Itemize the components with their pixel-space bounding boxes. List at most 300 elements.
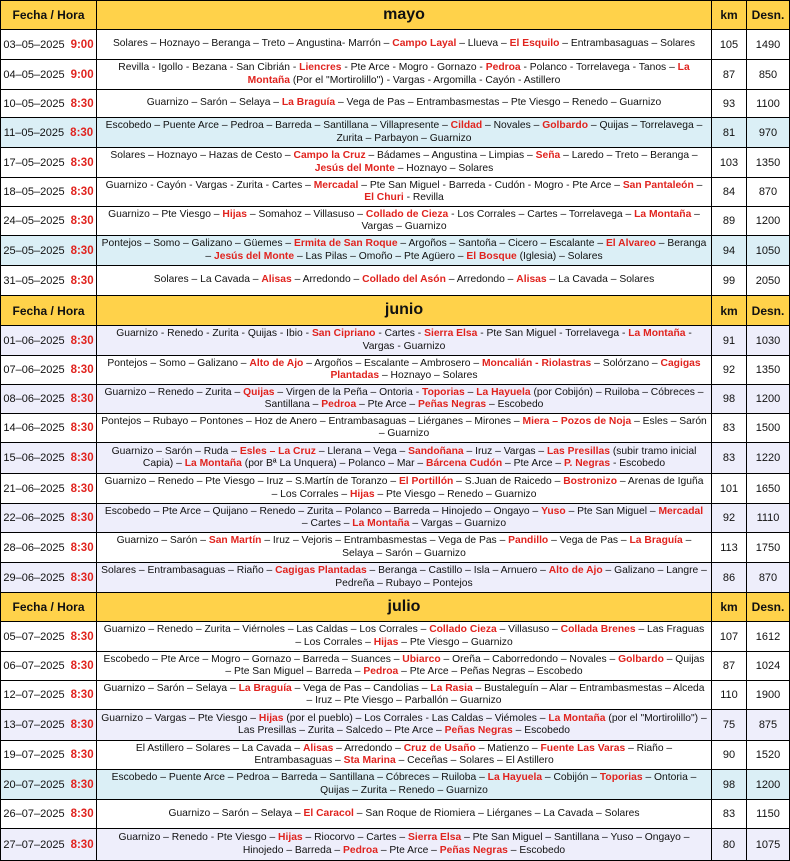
route-row [0,30,790,60]
route-text [101,180,707,205]
route-date: 22–06–2025 [3,512,65,524]
month-title: junio [97,295,712,326]
route-text [113,38,695,51]
route-description [97,118,712,148]
route-description [97,622,712,652]
route-date: 13–07–2025 [3,719,65,731]
route-time: 8:30 [70,719,94,731]
route-climb: Cagigas Plantadas [330,357,701,381]
route-date: 04–05–2025 [3,68,65,81]
route-segment: Guarnizo – Renedo - Pte Viesgo – [118,832,279,843]
route-date: 17–05–2025 [3,156,65,169]
route-time: 8:30 [70,156,94,169]
route-climb: Collada Brenes [560,624,636,635]
route-segment: – Vega de Pas – [548,535,630,546]
route-date-cell [0,533,97,563]
route-climb: Collado Cieza [429,624,497,635]
route-date: 01–06–2025 [3,334,65,347]
route-row [0,385,790,414]
route-segment: (por Bª La Unquera) – Polanco – Mar – [241,458,427,469]
route-description [97,30,712,60]
route-climb: Jesús del Monte [213,250,295,262]
route-date: 11–05–2025 [3,126,65,139]
route-segment: Guarnizo – Sarón – Selaya – [168,807,304,819]
route-climb: La Montaña [352,518,410,529]
route-segment: Guarnizo – Sarón – [116,535,209,546]
route-segment: – Escobedo [512,725,570,736]
route-row [0,681,790,710]
route-km: 89 [712,207,747,236]
route-desnivel: 1050 [747,236,790,266]
route-segment: – Pte Arce – [377,844,440,856]
route-row [0,178,790,207]
route-climb: El Caracol [303,807,354,819]
route-segment: – Pte San Miguel – [565,505,659,517]
route-description [97,504,712,533]
route-climb: La Montaña [247,62,690,86]
route-text [101,683,707,708]
route-segment: – Pte San Miguel – Santillana – Yuso – Ongayo – Hinojedo – Barreda – [242,832,690,856]
route-segment: – Galizano – Langre – Pedreña – Rubayo – Pontejos [335,565,707,589]
route-climb: Cildad [450,120,483,131]
route-climb: Toporias [599,772,643,783]
route-row [0,236,790,266]
route-text [101,713,707,738]
route-desnivel: 970 [747,118,790,148]
route-climb: Collado del Asón [362,274,446,286]
route-date: 10–05–2025 [3,97,65,110]
route-segment: – Iruz – Vargas – [463,445,548,457]
route-climb: Golbardo [542,120,589,131]
route-date-cell [0,741,97,770]
route-description [97,148,712,178]
route-time: 8:30 [70,571,94,584]
route-segment: – Argoños – Santoña – Cicero – Escalante – [397,238,606,249]
route-date-cell [0,652,97,681]
route-segment: - Vargas - Guarnizo [362,328,692,352]
route-text [101,120,707,145]
month-header-row [0,295,790,326]
route-description [97,800,712,829]
route-time: 8:30 [70,422,94,434]
route-date-cell [0,236,97,266]
route-segment: – Hoznayo – Solares [379,370,478,381]
route-row [0,443,790,474]
route-climb: Miera – Pozos de Noja [522,415,632,427]
route-climb: Bostronizo [563,476,617,487]
route-segment: Escobedo – Puente Arce – Pedroa – Barreda – Santillana – Cóbreces – Ruiloba – [111,772,488,783]
route-segment: Guarnizo – Renedo – Pte Viesgo – Iruz – S.Martín de Toranzo – [104,476,399,487]
route-time: 8:30 [70,334,94,347]
route-time: 8:30 [70,244,94,257]
route-climb: Peñas Negras [444,725,513,736]
route-time: 8:30 [70,482,94,495]
route-date-cell [0,681,97,710]
route-climb: El Esquilo [509,38,560,50]
route-km: 84 [712,178,747,207]
route-segment: – Somahoz – Villasuso – [247,208,366,220]
route-time: 8:30 [70,630,94,643]
route-km: 98 [712,385,747,414]
route-text [101,624,707,649]
route-date-cell [0,60,97,90]
route-time: 8:30 [70,512,94,524]
route-text [101,654,707,679]
route-km: 103 [712,148,747,178]
route-climb: Golbardo [618,653,664,665]
route-segment: Guarnizo – Vargas – Pte Viesgo – [101,712,259,724]
route-km: 110 [712,681,747,710]
header-km: km [712,295,747,326]
route-segment: – Argoños – Escalante – Ambrosero – [303,357,482,369]
route-km: 91 [712,326,747,356]
route-climb: San Pantaleón [622,179,694,191]
route-km: 92 [712,504,747,533]
route-climb: La Braguía [629,535,683,546]
route-desnivel: 1075 [747,829,790,861]
route-date: 24–05–2025 [3,215,65,227]
route-segment: – Las Fraguas – Los Corrales – [295,624,705,648]
route-segment: (Iglesia) – Solares [516,250,603,262]
route-segment: – Cobijón – [542,772,600,783]
route-desnivel: 870 [747,178,790,207]
route-segment: Guarnizo – Renedo – Zurita – [104,386,244,398]
route-segment: (por el pueblo) – Los Corrales - Las Caldas – Viémoles – [283,712,549,724]
route-desnivel: 1024 [747,652,790,681]
route-segment: - Pte San Miguel - Torrelavega - [477,328,629,339]
route-climb: Sierra Elsa [407,832,462,843]
route-desnivel: 1750 [747,533,790,563]
route-segment: Solares – La Cavada – [153,274,262,286]
route-date-cell [0,443,97,474]
route-km: 94 [712,236,747,266]
route-climb: Alisas [516,274,547,286]
route-segment: – Vega de Pas – Entrambasmestas – Pte Viesgo – Renedo – Guarnizo [335,97,662,109]
route-date-cell [0,504,97,533]
route-date: 05–07–2025 [3,630,65,643]
route-segment: – [464,386,477,398]
route-climb: La Montaña [634,208,692,220]
route-segment: – Ontoria – Quijas – Zurita – Renedo – Guarnizo [320,772,697,796]
route-text [101,565,707,590]
route-km: 107 [712,622,747,652]
route-climb: Sierra Elsa [424,328,478,339]
route-climb: La Hayuela [476,386,531,398]
route-segment: – San Roque de Riomiera – Liérganes – La Cavada – Solares [353,807,640,819]
route-segment: – [693,179,703,191]
route-text [101,772,707,797]
route-segment: - Los Corrales – Cartes – Torrelavega – [448,208,635,220]
route-climb: El Bosque [466,250,517,262]
route-segment: – Iruz – Vejoris – Entrambasmestas – Vega de Pas – [261,535,509,546]
route-segment: – Arredondo – [445,274,517,286]
route-date-cell [0,474,97,504]
route-km: 86 [712,563,747,593]
route-description [97,710,712,741]
route-date-cell [0,148,97,178]
route-climb: Alto de Ajo [548,565,603,576]
route-row [0,60,790,90]
route-description [97,829,712,861]
route-date: 28–06–2025 [3,541,65,554]
route-segment: – Oreña – Caborredondo – Novales – [440,653,619,665]
route-segment: Guarnizo – Pte Viesgo – [108,208,223,220]
route-segment: Escobedo – Puente Arce – Pedroa – Barreda – Santillana – Villapresente – [105,120,451,131]
route-date: 27–07–2025 [3,838,65,851]
route-description [97,474,712,504]
route-climb: Sta Marina [343,755,396,766]
header-km: km [712,592,747,622]
route-climb: Hijas [222,208,248,220]
route-date: 18–05–2025 [3,186,65,198]
header-desnivel: Desn. [747,592,790,622]
route-desnivel: 1200 [747,770,790,800]
route-climb: Pedroa [321,399,357,410]
route-climb: Ermita de San Roque [294,238,398,249]
route-climb: Hijas [258,712,284,724]
route-description [97,60,712,90]
route-date: 15–06–2025 [3,452,65,464]
route-km: 105 [712,30,747,60]
route-segment: Guarnizo - Renedo - Zurita - Quijas - Ibio - [116,328,312,339]
header-km: km [712,0,747,30]
route-desnivel: 1612 [747,622,790,652]
route-km: 83 [712,443,747,474]
route-segment: - Pte Arce - Mogro - Gornazo - [341,62,486,73]
route-km: 98 [712,770,747,800]
route-km: 87 [712,60,747,90]
route-text [101,358,707,383]
route-climb: Jesús del Monte [314,162,395,174]
route-km: 92 [712,356,747,385]
route-segment: – Beranga – [205,238,707,262]
route-time: 8:30 [70,97,94,110]
route-row [0,207,790,236]
route-text [101,535,707,560]
route-climb: La Montaña [628,328,686,339]
route-climb: Seña [535,150,561,161]
route-date-cell [0,770,97,800]
header-date-time: Fecha / Hora [0,592,97,622]
route-row [0,148,790,178]
route-time: 8:30 [70,186,94,198]
route-segment: – Matienzo – [475,742,541,754]
route-climb: Alisas [261,274,292,286]
route-row [0,563,790,593]
route-text [101,832,707,857]
route-desnivel: 850 [747,60,790,90]
route-climb: Alisas [302,742,334,754]
route-desnivel: 875 [747,710,790,741]
route-segment: Guarnizo – Sarón – Ruda – [111,445,240,457]
route-climb: Mercadal [313,179,359,191]
route-description [97,563,712,593]
route-row [0,474,790,504]
route-date-cell [0,178,97,207]
route-climb: El Alvareo [605,238,656,249]
route-segment: – Arenas de Iguña – Los Corrales – [271,476,704,500]
route-climb: Yuso [541,505,566,517]
route-segment: – Riocorvo – Cartes – [302,832,408,843]
route-date-cell [0,800,97,829]
route-text [168,808,639,821]
route-desnivel: 1350 [747,148,790,178]
route-text [101,476,707,501]
route-climb: Mercadal [658,505,704,517]
route-date: 06–07–2025 [3,660,65,672]
route-desnivel: 1110 [747,504,790,533]
route-row [0,118,790,148]
route-km: 83 [712,800,747,829]
route-segment: El Astillero – Solares – La Cavada – [135,742,303,754]
route-row [0,770,790,800]
route-time: 8:30 [70,689,94,701]
route-segment: Solares – Entrambasaguas – Riaño – [101,565,276,576]
month-title: julio [97,592,712,622]
route-segment: (Por el "Mortirolillo") - Vargas - Argomilla - Cayón - Astillero [290,74,561,86]
route-description [97,266,712,296]
route-segment: – Llueva – [456,38,510,50]
header-date-time: Fecha / Hora [0,295,97,326]
route-segment: – Entrambasaguas – Solares [559,38,696,50]
route-desnivel: 870 [747,563,790,593]
route-row [0,504,790,533]
route-climb: San Martín [208,535,262,546]
route-km: 80 [712,829,747,861]
route-date-cell [0,266,97,296]
route-segment: – La Cavada – Solares [546,274,655,286]
route-climb: La Montaña [548,712,606,724]
route-time: 8:30 [70,274,94,287]
route-km: 99 [712,266,747,296]
route-segment: – S.Juan de Raicedo – [453,476,564,487]
route-date: 08–06–2025 [3,393,65,405]
route-climb: Pandillo [508,535,549,546]
route-climb: El Churi [364,192,404,203]
route-segment: – Arredondo – [333,742,404,754]
route-segment: – Solórzano – [591,357,661,369]
route-date: 21–06–2025 [3,482,65,495]
route-climb: La Montaña [184,458,242,469]
route-km: 87 [712,652,747,681]
route-segment: – Vega de Pas – Candolias – [291,682,431,694]
route-row [0,741,790,770]
route-date: 07–06–2025 [3,364,65,376]
route-segment: – Hoznayo – Solares [394,162,494,174]
route-climb: La Hayuela [487,772,543,783]
route-row [0,90,790,118]
route-date: 14–06–2025 [3,422,65,434]
route-row [0,533,790,563]
route-text [101,62,707,87]
route-km: 93 [712,90,747,118]
route-segment: Solares – Hoznayo – Beranga – Treto – Angustina- Marrón – [112,38,393,50]
route-climb: Moncalián - Riolastras [481,357,592,369]
route-climb: P. Negras [563,458,611,469]
route-segment: – Pte Arce – [502,458,564,469]
route-desnivel: 1650 [747,474,790,504]
route-segment: – Novales – [482,120,543,131]
header-date-time: Fecha / Hora [0,0,97,30]
route-segment: – Escobedo [507,844,566,856]
route-text [147,97,661,110]
route-text [101,446,707,471]
route-climb: Quijas [243,386,275,398]
route-text [101,209,707,234]
month-header-row [0,592,790,622]
route-segment: – Quijas – Torrelavega – Zurita – Parbayon – Guarnizo [336,120,703,144]
route-km: 90 [712,741,747,770]
route-time: 8:30 [70,393,94,405]
route-segment: Pontejos – Somo – Galizano – [107,357,250,369]
route-date-cell [0,326,97,356]
route-segment: – Bádames – Angustina – Limpias – [365,150,536,161]
route-climb: Hijas [373,636,399,648]
route-climb: Hijas [349,488,375,500]
route-segment: – Quijas – Pte San Miguel – Barreda – [225,653,705,677]
route-time: 8:30 [70,215,94,227]
route-climb: Peñas Negras [439,844,508,856]
route-segment: Escobedo – Pte Arce – Mogro – Gornazo – Barreda – Suances – [103,653,403,665]
route-segment: – Llerana – Vega – [315,445,409,457]
route-climb: Pedroa [363,666,399,677]
route-date-cell [0,118,97,148]
route-time: 8:30 [70,364,94,376]
route-segment: Pontejos – Somo – Galizano – Güemes – [101,238,294,249]
route-row [0,414,790,443]
route-climb: La Braguía [238,682,292,694]
route-desnivel: 1100 [747,90,790,118]
route-climb: Cruz de Usaño [403,742,476,754]
route-climb: Las Presillas [547,445,610,457]
route-climb: Sandoñana [408,445,464,457]
route-climb: Cagigas Plantadas [275,565,367,576]
route-row [0,622,790,652]
route-description [97,414,712,443]
route-km: 83 [712,414,747,443]
route-climb: Campo la Cruz [293,150,366,161]
route-text [154,274,655,287]
route-row [0,829,790,861]
route-segment: - Cartes - [375,328,425,339]
route-desnivel: 1200 [747,207,790,236]
route-row [0,356,790,385]
route-climb: La Braguía [281,97,336,109]
route-row [0,652,790,681]
route-date-cell [0,207,97,236]
route-segment: – Vargas – Guarnizo [361,208,700,232]
route-desnivel: 1900 [747,681,790,710]
route-km: 81 [712,118,747,148]
route-desnivel: 1200 [747,385,790,414]
route-km: 113 [712,533,747,563]
route-climb: Esles – La Cruz [239,445,316,457]
route-segment: – Cartes – [301,518,353,529]
route-date-cell [0,30,97,60]
route-segment: – Pte San Miguel - Barreda - Cudón - Mogro - Pte Arce – [358,179,623,191]
route-time: 8:30 [70,838,94,851]
route-segment: Guarnizo – Sarón – Selaya – [103,682,239,694]
route-segment: – Esles – Sarón – Guarnizo [378,415,707,439]
route-segment: – Pte Viesgo – Guarnizo [398,636,513,648]
route-segment: Guarnizo – Sarón – Selaya – [146,97,282,109]
route-date: 31–05–2025 [3,274,65,287]
route-segment: – Villasuso – [496,624,561,635]
route-km: 75 [712,710,747,741]
route-time: 8:30 [70,452,94,464]
route-segment: Guarnizo – Renedo – Zurita – Viérnoles – Las Caldas – Los Corrales – [103,624,430,635]
route-desnivel: 2050 [747,266,790,296]
